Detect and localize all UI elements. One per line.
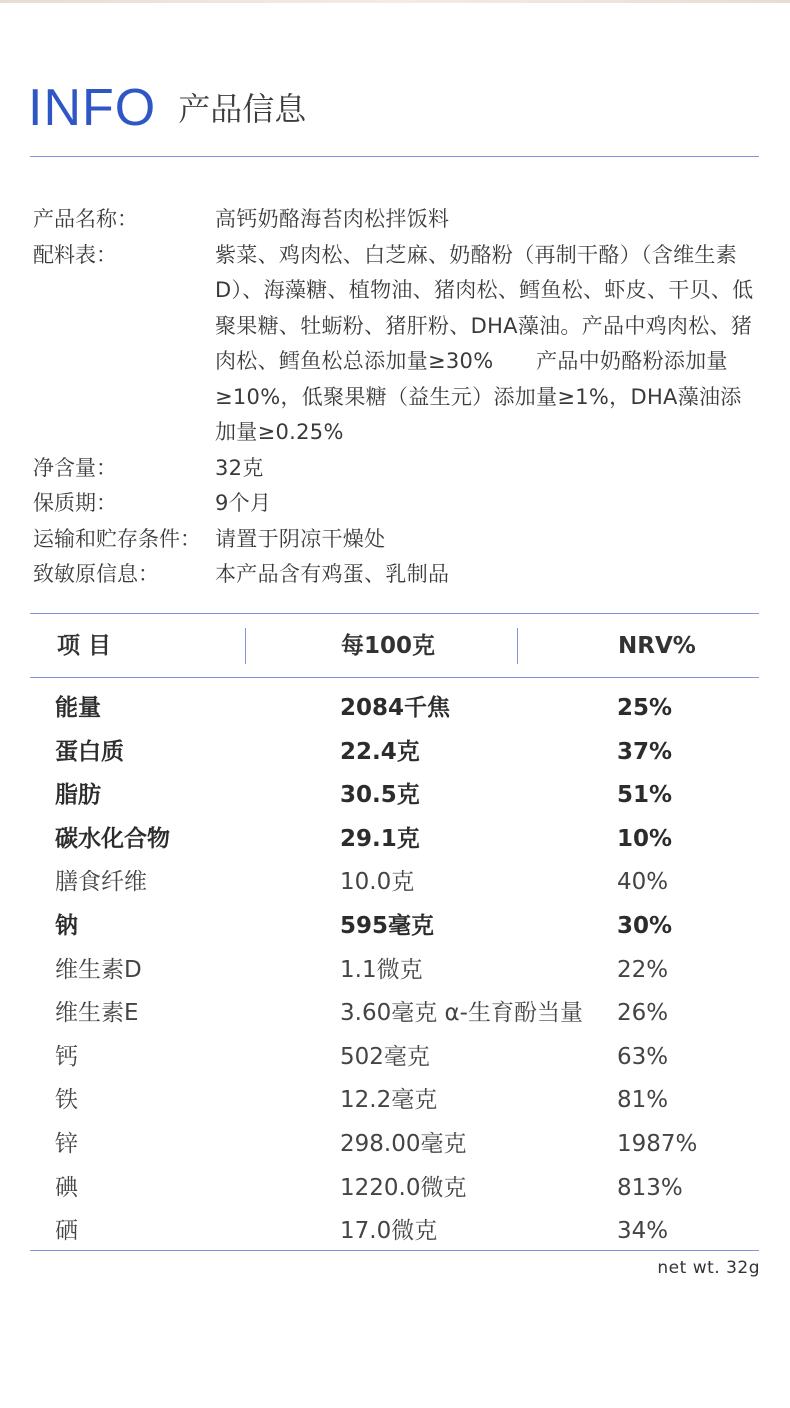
nutrient-amount: 17.0微克 — [340, 1218, 438, 1245]
nutrient-name: 钠 — [55, 912, 78, 939]
nutrient-nrv: 63% — [617, 1043, 669, 1070]
nutrition-row — [0, 949, 790, 993]
nutrient-amount: 298.00毫克 — [340, 1130, 467, 1157]
nutrient-name: 钙 — [55, 1043, 78, 1070]
nutrition-row — [0, 1036, 790, 1080]
nutrient-nrv: 813% — [617, 1174, 683, 1201]
nutrient-amount: 10.0克 — [340, 869, 415, 896]
info-row — [33, 451, 758, 487]
info-subtitle: 产品信息 — [178, 90, 307, 128]
nutrition-row — [0, 731, 790, 775]
nutrition-row — [0, 774, 790, 818]
nutrient-name: 维生素E — [55, 1000, 139, 1027]
header-item: 项 目 — [57, 633, 112, 659]
top-decorative-strip — [0, 0, 790, 3]
nutrition-row — [0, 687, 790, 731]
nutrient-name: 碳水化合物 — [55, 825, 170, 852]
info-label: 致敏原信息： — [33, 562, 159, 586]
info-row — [33, 486, 758, 522]
info-label: 配料表： — [33, 242, 117, 267]
nutrient-nrv: 37% — [617, 738, 673, 765]
nutrient-name: 维生素D — [55, 956, 142, 983]
nutrient-nrv: 30% — [617, 912, 673, 939]
table-bottom-divider — [30, 1250, 759, 1251]
info-value: 请置于阴凉干燥处 — [215, 526, 386, 551]
nutrition-row — [0, 992, 790, 1036]
page-header — [28, 78, 306, 138]
nutrient-name: 锌 — [55, 1130, 78, 1157]
nutrient-name: 铁 — [55, 1087, 78, 1114]
nutrient-nrv: 22% — [617, 956, 669, 983]
nutrient-nrv: 10% — [617, 825, 673, 852]
nutrition-row — [0, 905, 790, 949]
nutrient-amount: 3.60毫克 α-生育酚当量 — [340, 1000, 583, 1027]
header-divider — [30, 156, 759, 157]
nutrient-amount: 502毫克 — [340, 1043, 430, 1070]
nutrition-row — [0, 818, 790, 862]
info-label: 产品名称： — [33, 207, 138, 231]
info-row — [33, 522, 758, 558]
nutrition-row — [0, 1210, 790, 1254]
info-value: 32克 — [215, 455, 264, 480]
nutrition-row — [0, 1079, 790, 1123]
nutrition-row — [0, 861, 790, 905]
nutrient-nrv: 81% — [617, 1087, 669, 1114]
info-value: 9个月 — [215, 491, 272, 515]
info-title: INFO — [28, 79, 157, 137]
nutrient-name: 碘 — [55, 1174, 78, 1201]
info-row — [33, 238, 758, 451]
nutrient-amount: 29.1克 — [340, 825, 420, 852]
info-row — [33, 557, 758, 593]
nutrient-name: 能量 — [55, 695, 101, 721]
nutrient-name: 硒 — [55, 1218, 78, 1245]
nutrient-nrv: 25% — [617, 695, 673, 721]
nutrient-amount: 595毫克 — [340, 912, 435, 939]
nutrient-nrv: 40% — [617, 869, 669, 896]
table-header-divider — [30, 677, 759, 678]
info-label: 运输和贮存条件： — [33, 526, 201, 551]
nutrition-row — [0, 1167, 790, 1211]
info-label: 保质期： — [33, 491, 117, 515]
nutrient-nrv: 1987% — [617, 1130, 698, 1157]
info-value: 本产品含有鸡蛋、乳制品 — [215, 562, 450, 586]
header-per-100g: 每100克 — [341, 633, 436, 659]
net-weight-label: net wt. 32g — [657, 1258, 760, 1278]
header-separator — [517, 628, 518, 664]
nutrient-amount: 30.5克 — [340, 782, 420, 809]
nutrient-amount: 1220.0微克 — [340, 1174, 467, 1201]
nutrient-amount: 2084千焦 — [340, 695, 451, 721]
info-label: 净含量： — [33, 455, 117, 480]
nutrient-amount: 22.4克 — [340, 738, 420, 765]
info-value: 高钙奶酪海苔肉松拌饭料 — [215, 207, 450, 231]
nutrition-table-header — [30, 614, 759, 677]
info-value: 紫菜、鸡肉松、白芝麻、奶酪粉（再制干酪）（含维生素D）、海藻糖、植物油、猪肉松、鳕鱼松、虾皮、干贝、低聚果糖、牡蛎粉、猪肝粉、DHA藻油。产品中鸡肉松、猪肉松、鳕鱼松总添加量≥30% 产品中奶酪粉添加量≥10%，低聚果糖（益生元）添加量≥1%，DHA藻油添加量≥0.25% — [215, 242, 754, 444]
nutrient-name: 脂肪 — [55, 782, 101, 809]
nutrient-amount: 1.1微克 — [340, 956, 423, 983]
nutrient-name: 膳食纤维 — [55, 869, 147, 896]
product-info-list — [33, 202, 758, 593]
nutrient-amount: 12.2毫克 — [340, 1087, 438, 1114]
nutrient-nrv: 26% — [617, 1000, 669, 1027]
nutrient-nrv: 51% — [617, 782, 673, 809]
nutrient-nrv: 34% — [617, 1218, 669, 1245]
info-row — [33, 202, 758, 238]
header-nrv: NRV% — [618, 633, 696, 659]
header-separator — [245, 628, 246, 664]
nutrition-row — [0, 1123, 790, 1167]
nutrition-table-body — [0, 687, 790, 1254]
nutrient-name: 蛋白质 — [55, 738, 124, 765]
